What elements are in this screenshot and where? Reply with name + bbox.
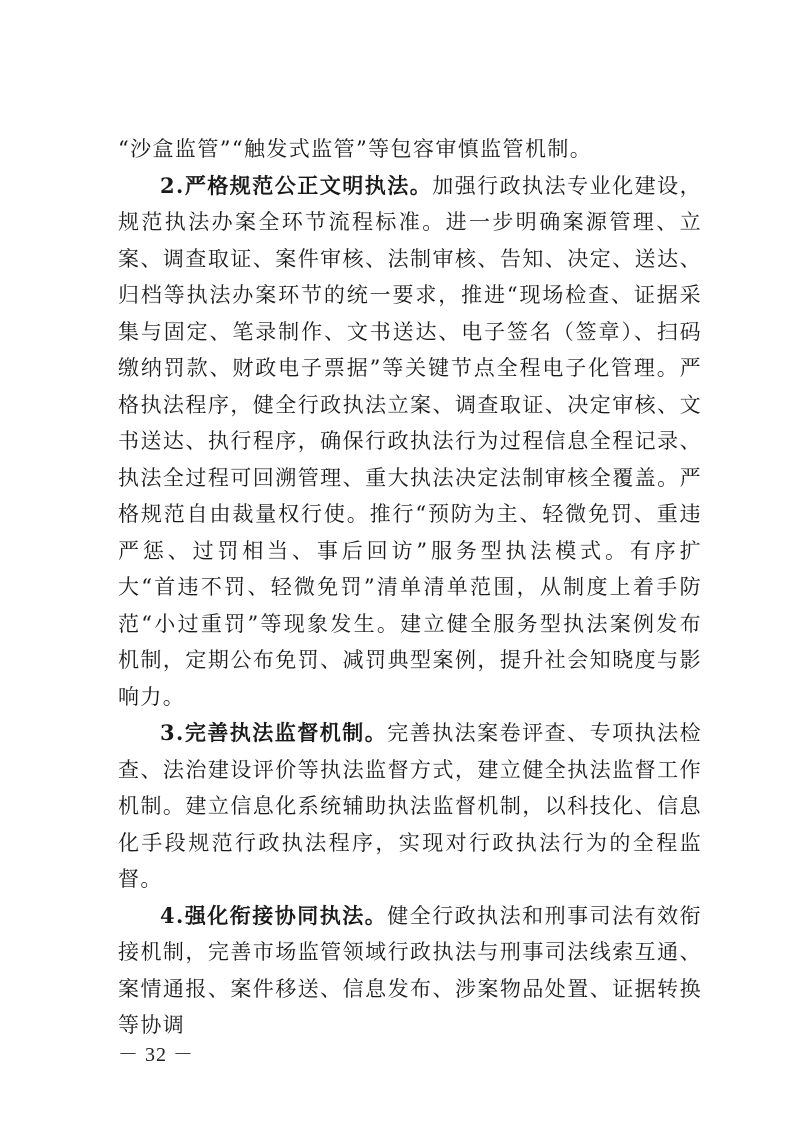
document-body	[118, 131, 702, 1044]
paragraph-text: 健全行政执法和刑事司法有效衔接机制，完善市场监管领域行政执法与刑事司法线索互通、案情通报、案件移送、信息发布、涉案物品处置、证据转换等协调	[118, 903, 702, 1037]
page-number: － 32 －	[118, 1044, 194, 1066]
section-heading: 3.完善执法监督机制。	[160, 720, 388, 745]
section-heading: 4.强化衔接协同执法。	[160, 902, 388, 928]
paragraph-section-3	[118, 715, 702, 898]
section-heading: 2.严格规范公正文明执法。	[160, 172, 433, 198]
paragraph-text: 加强行政执法专业化建设，规范执法办案全环节流程标准。进一步明确案源管理、立案、调查取证、案件审核、法制审核、告知、决定、送达、归档等执法办案环节的统一要求，推进“现场检查、证据采集与固定、笔录制作、文书送达、电子签名（签章）、扫码缴纳罚款、财政电子票据”等关键节点全程电子化管理。严格执法程序，健全行政执法立案、调查取证、决定审核、文书送达、执行程序，确保行政执法行为过程信息全程记录、执法全过程可回溯管理、重大执法决定法制审核全覆盖。严格规范自由裁量权行使。推行“预防为主、轻微免罚、重违严惩、过罚相当、事后回访”服务型执法模式。有序扩大“首违不罚、轻微免罚”清单清单范围，从制度上着手防范“小过重罚”等现象发生。建立健全服务型执法案例发布机制，定期公布免罚、减罚典型案例，提升社会知晓度与影响力。	[118, 173, 702, 709]
paragraph-section-2	[118, 168, 702, 716]
paragraph-text: “沙盒监管”“触发式监管”等包容审慎监管机制。	[118, 137, 593, 161]
paragraph-continuation	[118, 131, 702, 168]
paragraph-text: 完善执法案卷评查、专项执法检查、法治建设评价等执法监督方式，建立健全执法监督工作机制。建立信息化系统辅助执法监督机制，以科技化、信息化手段规范行政执法程序，实现对行政执法行为的全程监督。	[118, 721, 702, 891]
paragraph-section-4	[118, 898, 702, 1044]
